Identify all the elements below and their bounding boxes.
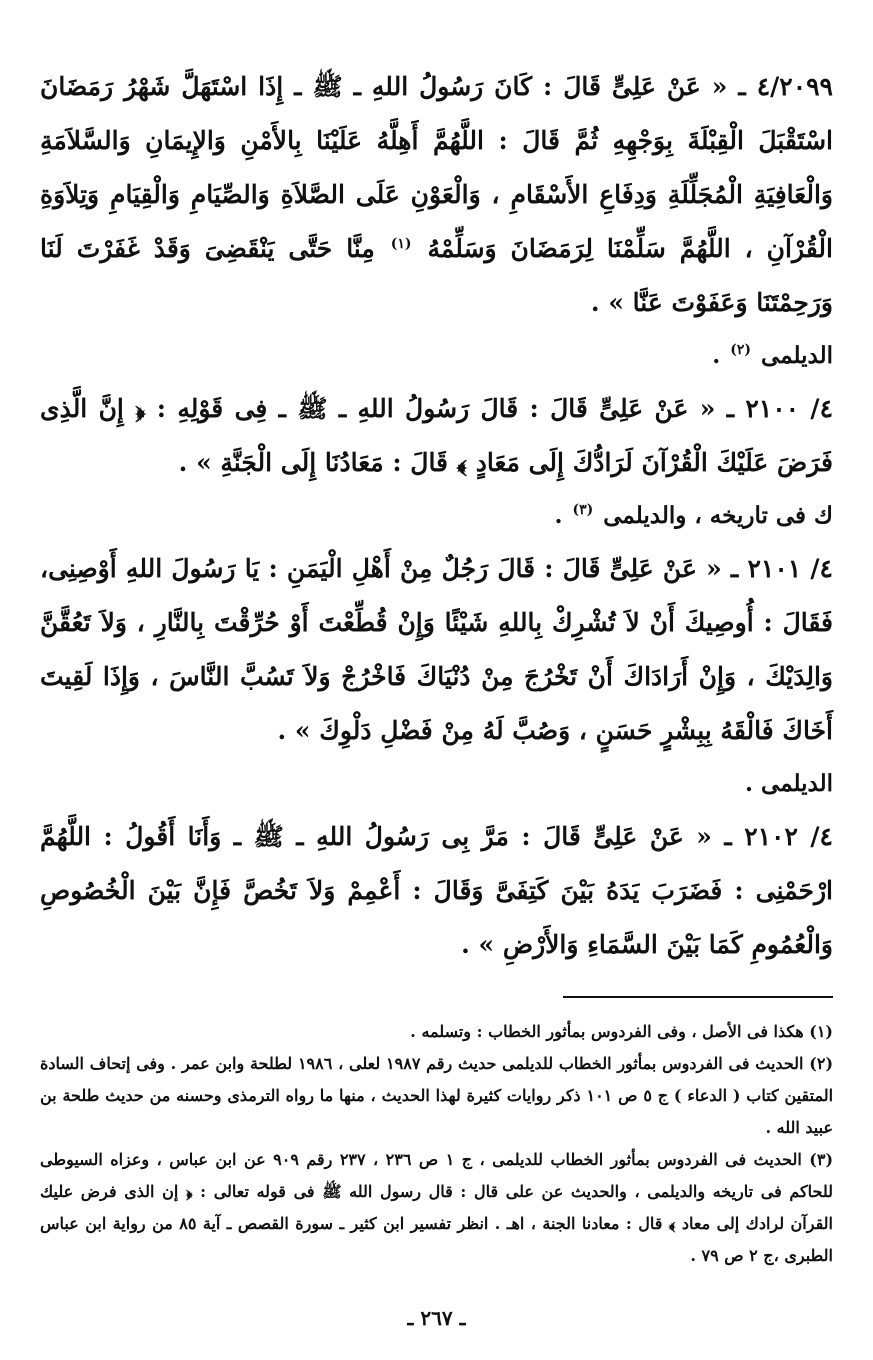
footnote-text: هكذا فى الأصل ، وفى الفردوس بمأثور الخطاب : وتسلمه .: [410, 1022, 804, 1041]
footnote-reference: (٣): [572, 502, 594, 519]
footnote-1: [40, 1016, 833, 1048]
hadith-source: [40, 490, 833, 542]
hadith-2099: [40, 60, 833, 330]
footnote-divider: [563, 996, 833, 998]
hadith-text: ـ « عَنْ عَلِىٍّ قَالَ : مَرَّ بِى رَسُولُ اللهِ ـ ﷺ ـ وَأَنَا أَقُولُ : اللَّهُمَّ ارْحَمْنِى : فَضَرَبَ يَدَهُ بَيْنَ كَتِفَىَّ وَقَالَ : أَعْمِمْ وَلاَ تَخُصَّ فَإِنَّ بَيْنَ الْخُصُوصِ وَالْعُمُومِ كَمَا بَيْنَ السَّمَاءِ وَالأَرْضِ » .: [40, 822, 833, 959]
source-end: .: [712, 342, 721, 369]
source-end: .: [745, 770, 754, 797]
footnote-2: [40, 1048, 833, 1144]
hadith-number: ٤/ ٢١٠١: [747, 554, 833, 583]
hadith-text: ـ « عَنْ عَلِىٍّ قَالَ : كَانَ رَسُولُ اللهِ ـ ﷺ ـ إِذَا اسْتَهَلَّ شَهْرُ رَمَضَانَ اسْتَقْبَلَ الْقِبْلَةَ بِوَجْهِهِ ثُمَّ قَالَ : اللَّهُمَّ أَهِلَّهُ عَلَيْنَا بِالأَمْنِ وَالإِيمَانِ وَالسَّلاَمَةِ وَالْعَافِيَةِ الْمُجَلِّلَةِ وَدِفَاعِ الأَسْقَامِ ، وَالْعَوْنِ عَلَى الصَّلاَةِ وَالصِّيَامِ وَالْقِيَامِ وَتِلاَوَةِ الْقُرْآنِ ، اللَّهُمَّ سَلِّمْنَا لِرَمَضَانَ وَسَلِّمْهُ: [40, 72, 833, 263]
footnote-text: الحديث فى الفردوس بمأثور الخطاب للديلمى حديث رقم ١٩٨٧ لعلى ، ١٩٨٦ لطلحة وابن عمر . وفى إتحاف السادة المتقين كتاب ( الدعاء ) ج ٥ ص ١٠١ ذكر روايات كثيرة لهذا الحديث ، منها ما رواه الترمذى وحسنه من حديث طلحة بن عبيد الله .: [40, 1054, 834, 1137]
hadith-text: ـ « عَنْ عَلِىٍّ قَالَ : قَالَ رَجُلٌ مِنْ أَهْلِ الْيَمَنِ : يَا رَسُولَ اللهِ أَوْصِنِى، فَقَالَ : أُوصِيكَ أَنْ لاَ تُشْرِكْ بِاللهِ شَيْئًا وَإِنْ قُطِّعْتَ أَوْ حُرِّقْتَ بِالنَّارِ ، وَلاَ تَعُقَّنَّ وَالِدَيْكَ ، وَإِنْ أَرَادَاكَ أَنْ تَخْرُجَ مِنْ دُنْيَاكَ فَاخْرُجْ وَلاَ تَسُبَّ النَّاسَ ، وَإِذَا لَقِيتَ أَخَاكَ فَالْقَهُ بِبِشْرٍ حَسَنٍ ، وَصُبَّ لَهُ مِنْ فَضْلِ دَلْوِكَ » .: [40, 554, 833, 745]
footnote-reference: (٢): [730, 342, 752, 359]
footnote-marker: (٢): [809, 1054, 834, 1073]
footnote-text: الحديث فى الفردوس بمأثور الخطاب للديلمى ، ج ١ ص ٢٣٦ ، ٢٣٧ رقم ٩٠٩ عن ابن عباس ، وعزاه السيوطى للحاكم فى تاريخه والديلمى ، والحديث عن على قال : قال رسول الله ﷺ فى قوله تعالى : ﴿ إن الذى فرض عليك القرآن لرادك إلى معاد ﴾ قال : معادنا الجنة ، اهـ . انظر تفسير ابن كثير ـ سورة القصص ـ آية ٨٥ من رواية ابن عباس الطبرى ،ج ٢ ص ٧٩ .: [40, 1150, 833, 1265]
footnote-3: [40, 1144, 833, 1272]
hadith-2102: [40, 810, 833, 972]
hadith-text-continued: مِنَّا حَتَّى يَنْقَضِىَ وَقَدْ غَفَرْتَ لَنَا وَرَحِمْتَنَا وَعَفَوْتَ عَنَّا » .: [40, 234, 833, 317]
source-name: ك فى تاريخه ، والديلمى: [603, 502, 833, 529]
main-text: [40, 60, 833, 972]
source-name: الديلمى: [761, 770, 833, 797]
page-number: ـ ٢٦٧ ـ: [407, 1306, 466, 1330]
footnote-marker: (٣): [809, 1150, 834, 1169]
hadith-number: ٤/ ٢١٠٠: [745, 394, 833, 423]
source-name: الديلمى: [761, 342, 833, 369]
hadith-number: ٤/٢٠٩٩: [756, 72, 833, 101]
hadith-2101: [40, 542, 833, 758]
footnote-marker: (١): [809, 1022, 833, 1041]
hadith-source: [40, 758, 833, 810]
hadith-2100: [40, 382, 833, 490]
hadith-source: [40, 330, 833, 382]
source-end: .: [554, 502, 563, 529]
hadith-text: ـ « عَنْ عَلِىٍّ قَالَ : قَالَ رَسُولُ اللهِ ـ ﷺ ـ فِى قَوْلِهِ : ﴿ إِنَّ الَّذِى فَرَضَ عَلَيْكَ الْقُرْآنَ لَرَادُّكَ إِلَى مَعَادٍ ﴾ قَالَ : مَعَادُنَا إِلَى الْجَنَّةِ » .: [40, 394, 833, 477]
hadith-number: ٤/ ٢١٠٢: [744, 822, 833, 851]
footnote-reference: (١): [390, 235, 412, 252]
book-page: [40, 60, 833, 1330]
footnotes: [40, 1016, 833, 1272]
